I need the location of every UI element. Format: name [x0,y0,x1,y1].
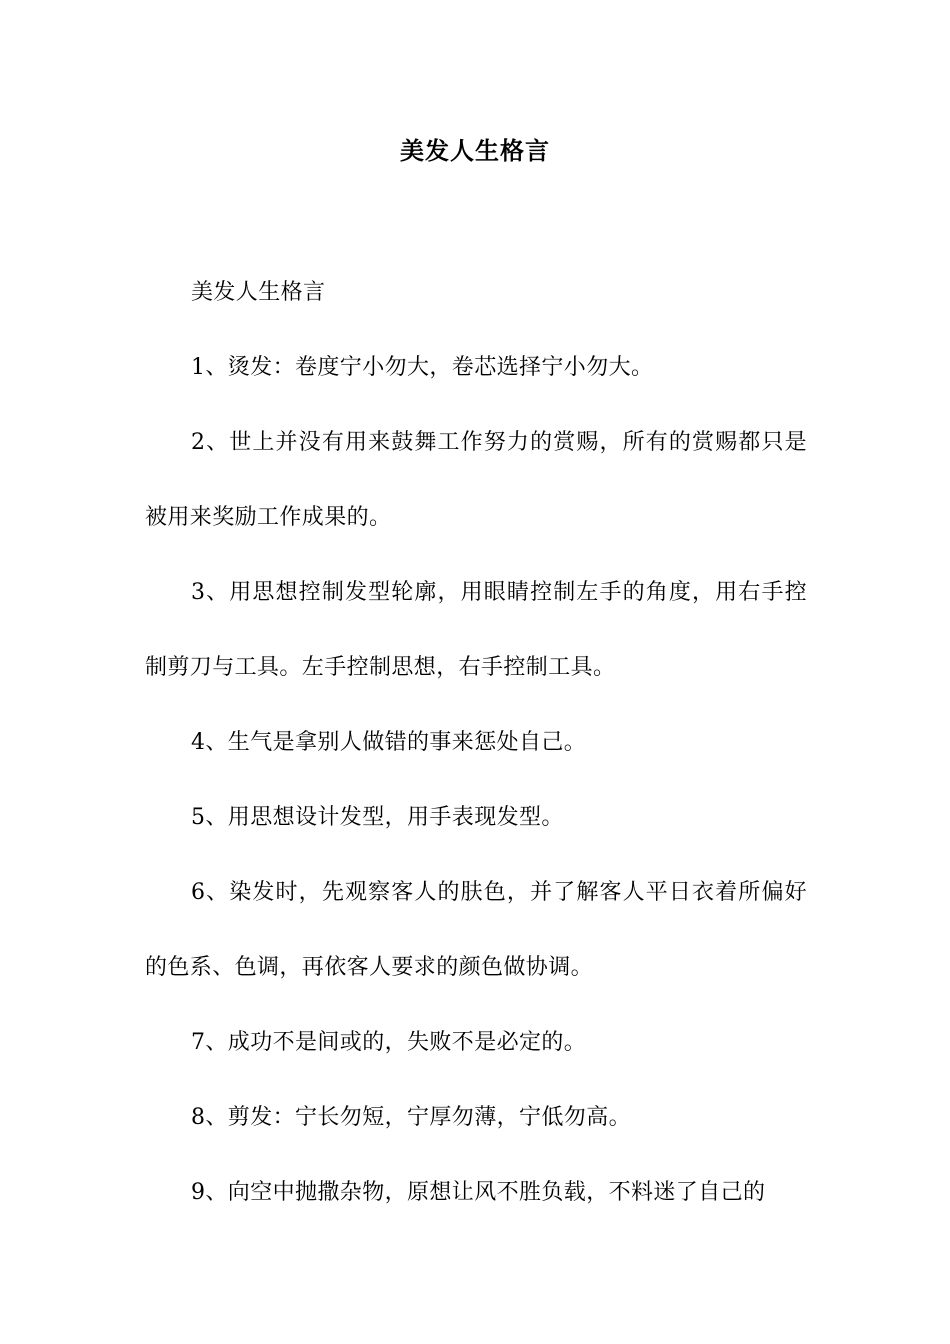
document-body [145,255,807,1230]
document-title: 美发人生格言 [400,136,550,165]
paragraph-item-2: 2、世上并没有用来鼓舞工作努力的赏赐，所有的赏赐都只是被用来奖励工作成果的。 [145,430,807,530]
paragraph-item-7: 7、成功不是间或的，失败不是必定的。 [191,1030,587,1055]
paragraph-item-8: 8、剪发：宁长勿短，宁厚勿薄，宁低勿高。 [191,1105,631,1130]
paragraph-heading: 美发人生格言 [191,280,326,305]
paragraph-item-9: 9、向空中抛撒杂物，原想让风不胜负载，不料迷了自己的 [191,1180,766,1205]
paragraph-item-5: 5、用思想设计发型，用手表现发型。 [191,805,564,830]
paragraph-item-6: 6、染发时，先观察客人的肤色，并了解客人平日衣着所偏好的色系、色调，再依客人要求的颜色做协调。 [145,880,807,980]
paragraph-item-4: 4、生气是拿别人做错的事来惩处自己。 [191,730,587,755]
paragraph-item-1: 1、烫发：卷度宁小勿大，卷芯选择宁小勿大。 [191,355,654,380]
paragraph-item-3: 3、用思想控制发型轮廓，用眼睛控制左手的角度，用右手控制剪刀与工具。左手控制思想，右手控制工具。 [145,580,807,680]
